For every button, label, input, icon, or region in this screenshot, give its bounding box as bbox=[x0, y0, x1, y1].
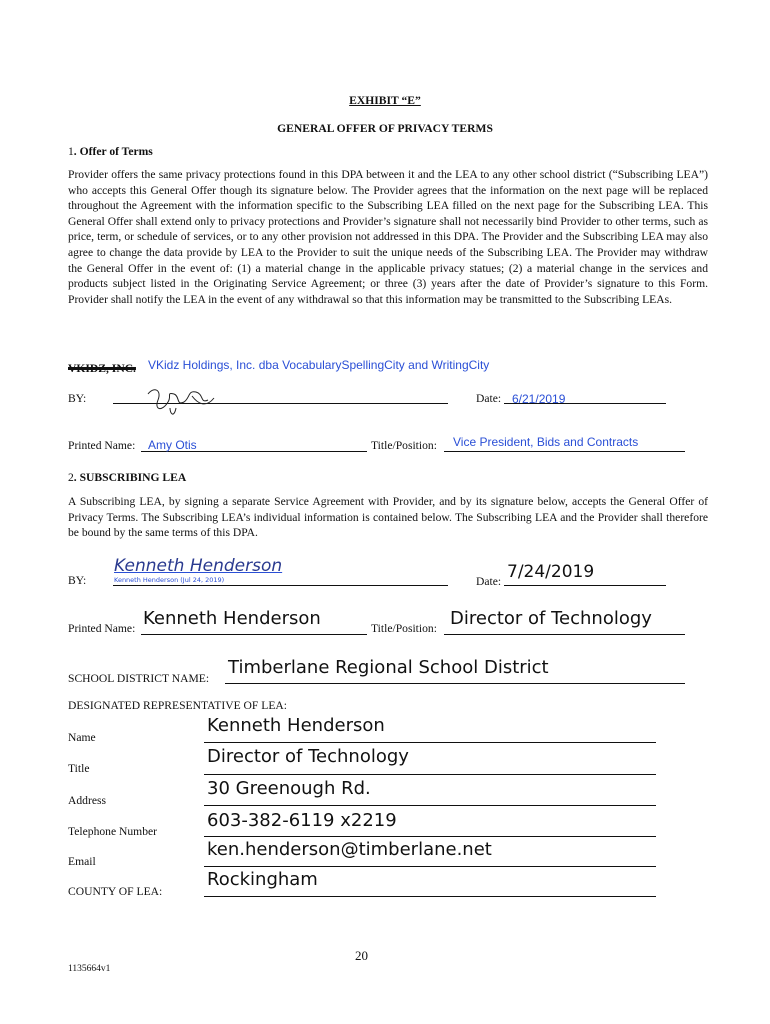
lea-district-value[interactable]: Timberlane Regional School District bbox=[228, 657, 549, 678]
lea-by-label: BY: bbox=[68, 574, 87, 587]
lea-date-label: Date: bbox=[476, 575, 502, 588]
provider-title-label: Title/Position: bbox=[371, 439, 437, 452]
section1-heading-text: . Offer of Terms bbox=[73, 145, 153, 158]
rep-county-value[interactable]: Rockingham bbox=[207, 869, 318, 890]
lea-signature-line bbox=[113, 585, 448, 586]
rep-title-line bbox=[204, 774, 656, 775]
provider-title-value[interactable]: Vice President, Bids and Contracts bbox=[453, 435, 639, 449]
section2-heading bbox=[68, 471, 186, 484]
provider-printed-name-value[interactable]: Amy Otis bbox=[148, 438, 197, 452]
section2-number: 2 bbox=[68, 471, 74, 484]
provider-company-fill[interactable]: VKidz Holdings, Inc. dba VocabularySpellingCity and WritingCity bbox=[148, 358, 490, 372]
rep-telephone-value[interactable]: 603-382-6119 x2219 bbox=[207, 810, 397, 831]
lea-title-label: Title/Position: bbox=[371, 622, 437, 635]
main-title: GENERAL OFFER OF PRIVACY TERMS bbox=[277, 122, 493, 135]
provider-date-value[interactable]: 6/21/2019 bbox=[512, 392, 566, 406]
provider-by-label: BY: bbox=[68, 392, 87, 405]
provider-date-label: Date: bbox=[476, 392, 502, 405]
rep-title-label: Title bbox=[68, 762, 90, 775]
lea-title-value[interactable]: Director of Technology bbox=[450, 608, 652, 629]
lea-signature: Kenneth Henderson bbox=[114, 556, 283, 576]
doc-id: 1135664v1 bbox=[68, 964, 111, 974]
rep-county-line bbox=[204, 896, 656, 897]
rep-email-label: Email bbox=[68, 855, 96, 868]
rep-address-value[interactable]: 30 Greenough Rd. bbox=[207, 778, 371, 799]
rep-address-label: Address bbox=[68, 794, 106, 807]
provider-signature bbox=[140, 382, 220, 422]
page-number: 20 bbox=[355, 948, 368, 963]
rep-name-line bbox=[204, 742, 656, 743]
section1-paragraph: Provider offers the same privacy protections found in this DPA between it and the LEA to any other school district (“Subscribing LEA”) who accepts this General Offer though its signature below. The Provider agrees that the information on the next page will be replaced throughout the Agreement with the information specific to the Subscribing LEA filled on the next page for the Subscribing LEA. This General Offer shall extend only to privacy protections and Provider’s signature shall not necessarily bind Provider to other terms, such as price, term, or schedule of services, or to any other provision not addressed in this DPA. The Provider and the Subscribing LEA may also agree to change the data provide by LEA to the Provider to suit the unique needs of the Subscribing LEA. The Provider may withdraw the General Offer in the event of: (1) a material change in the applicable privacy statues; (2) a material change in the services and products subject listed in the Originating Service Agreement; or three (3) years after the date of Provider’s signature to this Form. Provider shall notify the LEA in the event of any withdrawal so that this information may be transmitted to the Subscribing LEAs. bbox=[68, 168, 708, 306]
section1-heading bbox=[68, 145, 153, 158]
lea-date-line bbox=[504, 585, 666, 586]
lea-district-line bbox=[225, 683, 685, 684]
provider-struck-name: VKIDZ, INC. bbox=[68, 362, 136, 375]
lea-date-value[interactable]: 7/24/2019 bbox=[507, 562, 595, 582]
rep-email-value[interactable]: ken.henderson@timberlane.net bbox=[207, 839, 492, 860]
section2-paragraph: A Subscribing LEA, by signing a separate Service Agreement with Provider, and by its signature below, accepts the General Offer of Privacy Terms. The Subscribing LEA’s individual information is contained below. The Subscribing LEA and the Provider shall therefore be bound by the same terms of this DPA. bbox=[68, 495, 708, 540]
rep-title-value[interactable]: Director of Technology bbox=[207, 746, 409, 767]
rep-address-line bbox=[204, 805, 656, 806]
lea-printed-name-label: Printed Name: bbox=[68, 622, 136, 635]
lea-signature-caption: Kenneth Henderson (Jul 24, 2019) bbox=[114, 576, 225, 584]
lea-title-line bbox=[444, 634, 685, 635]
exhibit-title: EXHIBIT “E” bbox=[349, 94, 421, 107]
provider-title-line bbox=[444, 451, 685, 452]
lea-printed-name-line bbox=[141, 634, 367, 635]
lea-district-label: SCHOOL DISTRICT NAME: bbox=[68, 672, 210, 685]
rep-name-value[interactable]: Kenneth Henderson bbox=[207, 715, 385, 736]
lea-printed-name-value[interactable]: Kenneth Henderson bbox=[143, 608, 321, 629]
section2-heading-text: . SUBSCRIBING LEA bbox=[73, 471, 187, 484]
rep-telephone-line bbox=[204, 836, 656, 837]
section1-number: 1 bbox=[68, 145, 74, 158]
representative-heading: DESIGNATED REPRESENTATIVE OF LEA: bbox=[68, 699, 288, 712]
provider-printed-name-label: Printed Name: bbox=[68, 439, 136, 452]
rep-email-line bbox=[204, 866, 656, 867]
rep-county-label: COUNTY OF LEA: bbox=[68, 885, 163, 898]
rep-name-label: Name bbox=[68, 731, 96, 744]
rep-telephone-label: Telephone Number bbox=[68, 825, 158, 838]
